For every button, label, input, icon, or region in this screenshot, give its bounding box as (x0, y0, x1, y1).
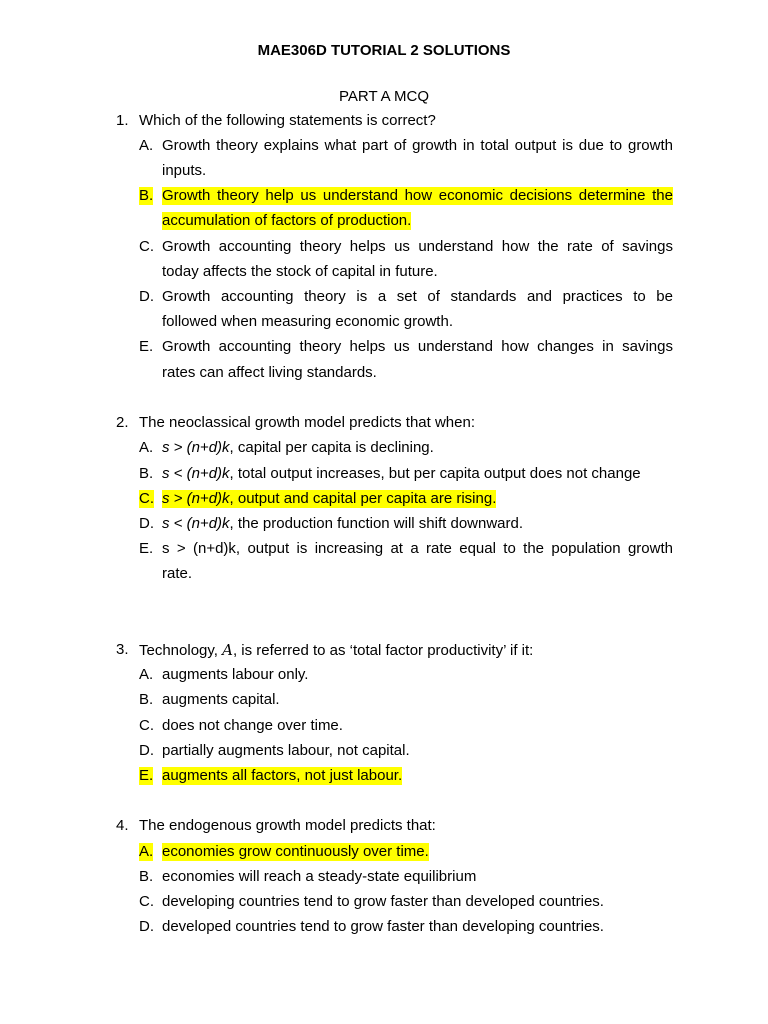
option-text: does not change over time. (162, 717, 343, 734)
option-letter: D. (139, 918, 154, 935)
math-expression: s < (n+d)k (162, 515, 230, 532)
math-expression: s > (n+d)k (162, 439, 230, 456)
option-text (162, 439, 434, 457)
option-text-correct: augments all factors, not just labour. (162, 767, 403, 784)
math-variable: A (222, 641, 233, 659)
option-text: developing countries tend to grow faster than developed countries. (162, 893, 604, 910)
option-letter: C. (139, 717, 154, 734)
question-text: The endogenous growth model predicts that: (139, 817, 436, 834)
option-text: augments labour only. (162, 666, 309, 683)
option-text: Growth theory explains what part of growth in total output is due to growth (162, 137, 673, 154)
option-letter-correct: B. (139, 187, 154, 204)
option-text: Growth accounting theory is a set of standards and practices to be (162, 288, 673, 305)
option-text-correct (162, 490, 496, 508)
option-letter: E. (139, 540, 154, 557)
option-letter: A. (139, 666, 154, 683)
option-rest: , capital per capita is declining. (229, 439, 434, 456)
option-letter: C. (139, 238, 154, 255)
option-text-continued: followed when measuring economic growth. (162, 313, 453, 330)
option-letter: B. (139, 465, 154, 482)
option-text-correct-continued: accumulation of factors of production. (162, 212, 412, 229)
question-number: 4. (116, 817, 129, 834)
option-letter: A. (139, 137, 154, 154)
option-text: Growth accounting theory helps us understand how changes in savings (162, 338, 673, 355)
option-text: s > (n+d)k, output is increasing at a rate equal to the population growth (162, 540, 673, 557)
question-text: Which of the following statements is correct? (139, 112, 436, 129)
question-text-start: Technology, (139, 642, 223, 659)
option-letter: D. (139, 515, 154, 532)
question-text (139, 641, 533, 660)
question-text: The neoclassical growth model predicts that when: (139, 414, 476, 431)
option-text-continued: rates can affect living standards. (162, 364, 377, 381)
option-rest: , output and capital per capita are rising. (229, 490, 497, 507)
option-text (162, 465, 641, 483)
math-expression: s > (n+d)k (162, 490, 230, 507)
option-text: augments capital. (162, 691, 280, 708)
page-title: MAE306D TUTORIAL 2 SOLUTIONS (257, 42, 511, 59)
question-number: 3. (116, 641, 129, 658)
option-letter: B. (139, 691, 154, 708)
option-letter-correct: E. (139, 767, 154, 784)
option-text-correct: economies grow continuously over time. (162, 843, 429, 860)
option-text: partially augments labour, not capital. (162, 742, 410, 759)
option-text-continued: today affects the stock of capital in future. (162, 263, 438, 280)
option-letter-correct: C. (139, 490, 154, 507)
option-letter: B. (139, 868, 154, 885)
option-text-continued: rate. (162, 565, 193, 582)
option-rest: , the production function will shift downward. (229, 515, 524, 532)
question-number: 1. (116, 112, 129, 129)
option-letter: C. (139, 893, 154, 910)
math-expression: s < (n+d)k (162, 465, 230, 482)
option-text-continued: inputs. (162, 162, 207, 179)
option-text: economies will reach a steady-state equilibrium (162, 868, 477, 885)
option-letter: D. (139, 288, 154, 305)
section-heading: PART A MCQ (338, 88, 430, 105)
option-letter: D. (139, 742, 154, 759)
option-letter-correct: A. (139, 843, 154, 860)
option-letter: A. (139, 439, 154, 456)
question-text-end: , is referred to as ‘total factor productivity’ if it: (232, 642, 534, 659)
question-number: 2. (116, 414, 129, 431)
option-rest: , total output increases, but per capita output does not change (229, 465, 641, 482)
option-text: developed countries tend to grow faster than developing countries. (162, 918, 604, 935)
option-text-correct: Growth theory help us understand how economic decisions determine the (162, 187, 673, 204)
option-letter: E. (139, 338, 154, 355)
option-text (162, 515, 523, 533)
option-text: Growth accounting theory helps us understand how the rate of savings (162, 238, 673, 255)
